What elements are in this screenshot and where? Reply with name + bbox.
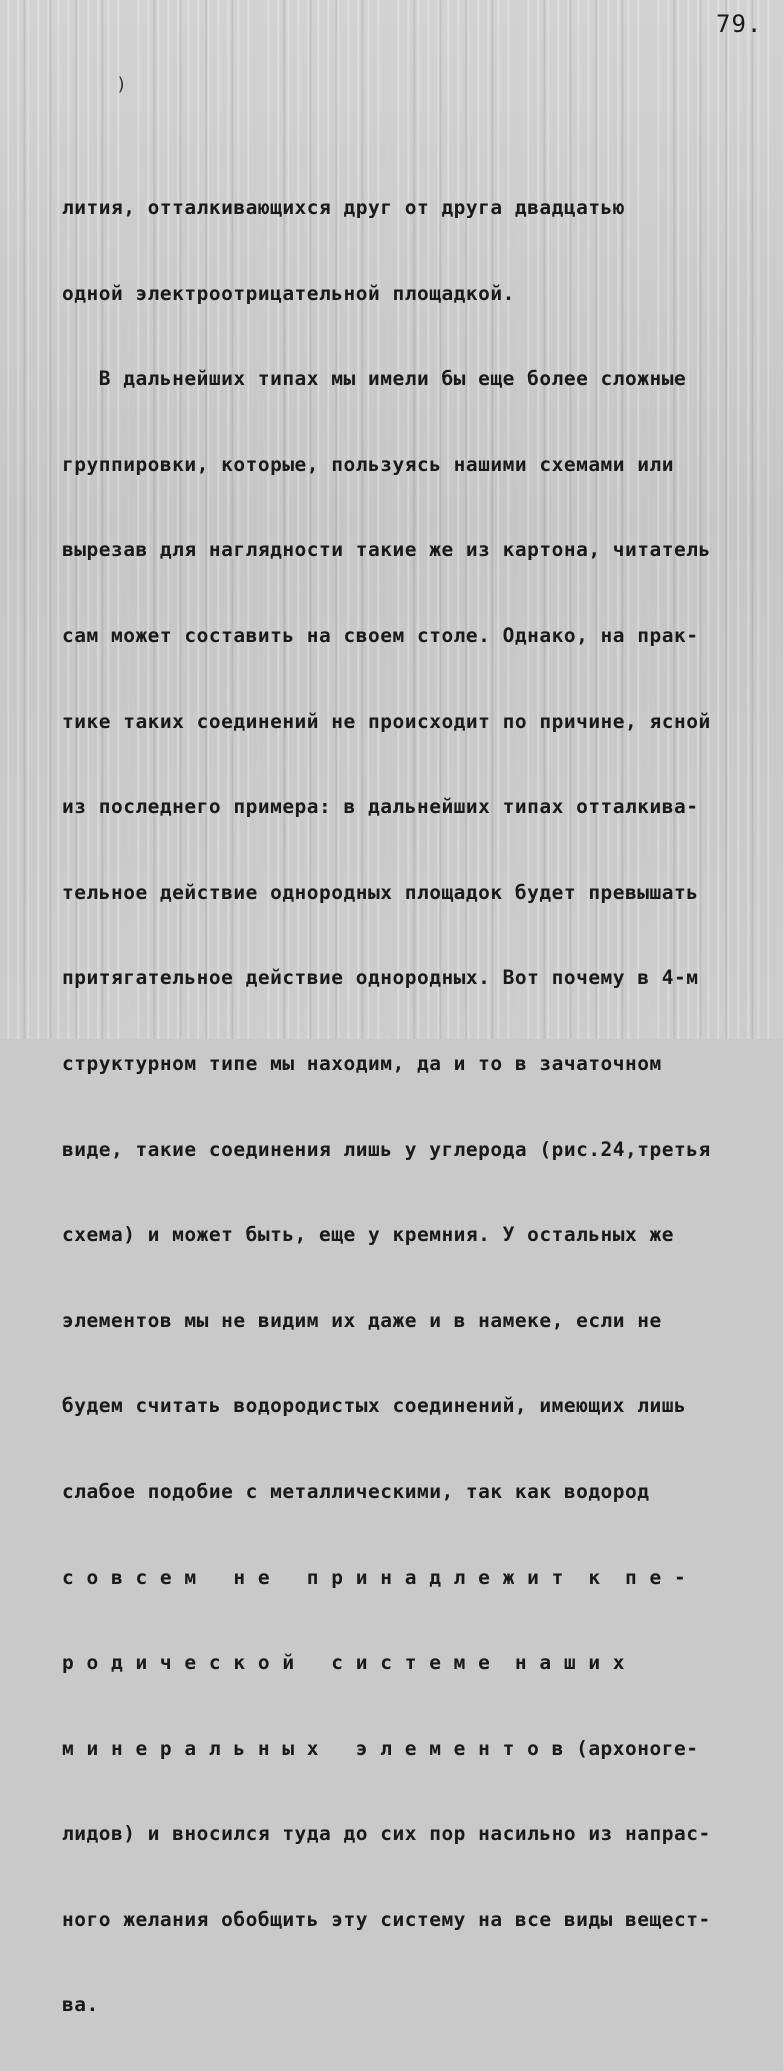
text-line: тике таких соединений не происходит по причине, ясной bbox=[62, 709, 711, 733]
text-line: ва. bbox=[62, 1993, 99, 2017]
text-line: сам может составить на своем столе. Однако, на прак- bbox=[62, 623, 699, 647]
text-line: слабое подобие с металлическими, так как водород bbox=[62, 1479, 650, 1503]
text-line: В дальнейших типах мы имели бы еще более сложные bbox=[62, 367, 687, 391]
text-line: лития, отталкивающихся друг от друга двадцатью bbox=[62, 196, 626, 219]
text-line: виде, такие соединения лишь у углерода (рис.24,третья bbox=[62, 1137, 711, 1161]
text-line: вырезав для наглядности такие же из картона, читатель bbox=[62, 538, 711, 562]
text-line: схема) и может быть, еще у кремния. У остальных же bbox=[62, 1223, 674, 1247]
text-line: с о в с е м н е п р и н а д л е ж и т к п е - bbox=[62, 1565, 687, 1589]
body-text bbox=[62, 142, 774, 2071]
text-line: р о д и ч е с к о й с и с т е м е н а ш и х bbox=[62, 1651, 626, 1675]
text-line: группировки, которые, пользуясь нашими схемами или bbox=[62, 452, 674, 476]
page-number: 79. bbox=[716, 10, 763, 38]
text-line: м и н е р а л ь н ы х э л е м е н т о в (архоногe- bbox=[62, 1736, 699, 1760]
text-line: из последнего примера: в дальнейших типах отталкива- bbox=[62, 795, 699, 819]
text-line: лидов) и вносился туда до сих пор насильно из напрас- bbox=[62, 1822, 711, 1846]
stray-mark: ) bbox=[116, 74, 127, 95]
text-line: притягательное действие однородных. Вот почему в 4-м bbox=[62, 966, 699, 990]
text-line: элементов мы не видим их даже и в намеке, если не bbox=[62, 1308, 662, 1332]
text-line: тельное действие однородных площадок будет превышать bbox=[62, 880, 699, 904]
text-line: ного желания обобщить эту систему на все виды вещест- bbox=[62, 1907, 711, 1931]
text-line: структурном типе мы находим, да и то в зачаточном bbox=[62, 1051, 662, 1075]
text-line: будем считать водородистых соединений, имеющих лишь bbox=[62, 1394, 687, 1418]
text-line: одной электроотрицательной площадкой. bbox=[62, 281, 515, 305]
